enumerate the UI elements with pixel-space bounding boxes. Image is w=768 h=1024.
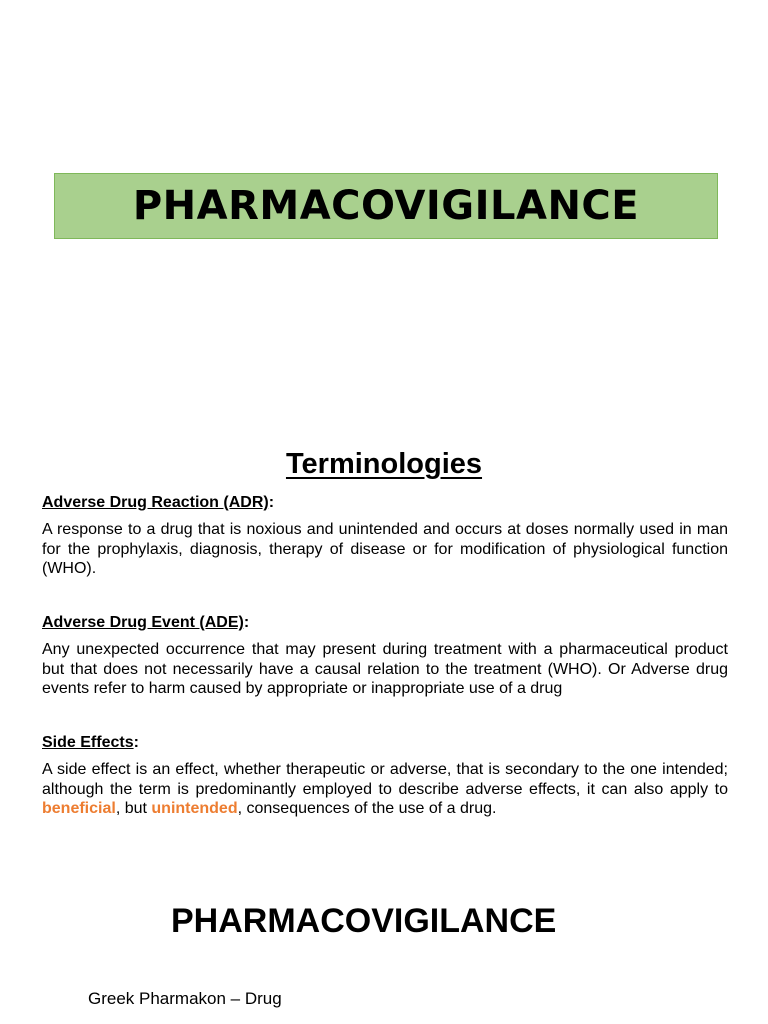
term-side-effects [42, 734, 728, 819]
definition-text: , consequences of the use of a drug. [237, 800, 497, 817]
term-definition [42, 760, 728, 819]
etymology-line: Greek Pharmakon – Drug [88, 989, 282, 1008]
term-ade [42, 614, 728, 699]
page-title: PHARMACOVIGILANCE [132, 183, 640, 229]
term-title-text: Adverse Drug Event (ADE) [42, 614, 244, 631]
term-title-colon: : [243, 614, 250, 631]
definition-text: A side effect is an effect, whether therapeutic or adverse, that is secondary to the one intended; although the term is predominantly employed to describe adverse effects, it can also apply to [42, 761, 728, 798]
term-title [42, 734, 728, 752]
definition-text: , but [115, 800, 152, 817]
term-title-text: Adverse Drug Reaction (ADR) [42, 494, 269, 511]
term-title [42, 614, 728, 632]
second-heading: PHARMACOVIGILANCE [171, 902, 557, 940]
title-banner [54, 173, 718, 239]
term-definition: Any unexpected occurrence that may present during treatment with a pharmaceutical product but that does not necessarily have a causal relation to the treatment (WHO). Or Adverse drug events refer to harm caused by appropriate or inappropriate use of a drug [42, 641, 728, 697]
term-title-colon: : [268, 494, 275, 511]
section-heading: Terminologies [285, 448, 483, 480]
term-title [42, 494, 728, 512]
highlight-beneficial: beneficial [42, 800, 116, 817]
highlight-unintended: unintended [151, 800, 238, 817]
term-title-colon: : [133, 734, 139, 751]
term-definition: A response to a drug that is noxious and unintended and occurs at doses normally used in man for the prophylaxis, diagnosis, therapy of disease or for modification of physiological function (WHO). [42, 521, 728, 577]
term-adr [42, 494, 728, 579]
term-title-text: Side Effects [42, 734, 134, 751]
